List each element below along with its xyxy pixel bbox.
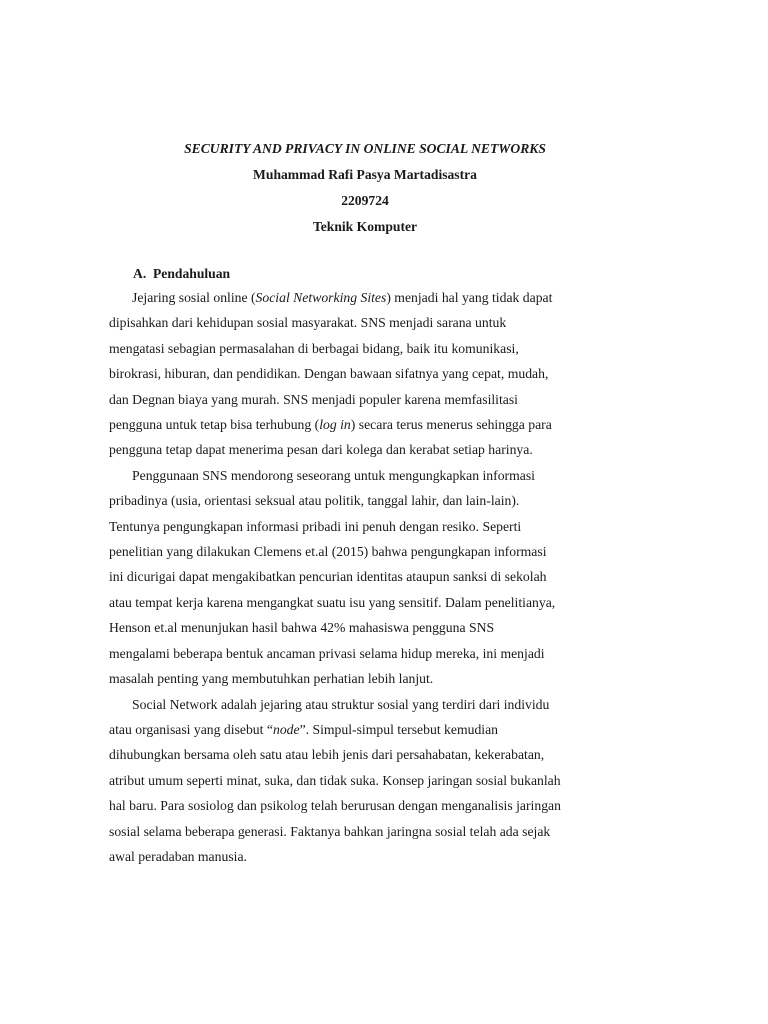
text-segment: atribut umum seperti minat, suka, dan tidak suka. Konsep jaringan sosial bukanlah <box>109 772 561 788</box>
text-segment: dan Degnan biaya yang murah. SNS menjadi populer karena memfasilitasi <box>109 391 518 407</box>
paragraph <box>109 463 639 692</box>
text-segment: pengguna tetap dapat menerima pesan dari kolega dan kerabat setiap harinya. <box>109 442 533 458</box>
text-line <box>109 692 639 717</box>
text-segment: mengatasi sebagian permasalahan di berbagai bidang, baik itu komunikasi, <box>109 340 519 356</box>
text-line <box>109 437 639 462</box>
text-line <box>109 514 639 539</box>
text-line <box>109 285 639 310</box>
text-segment: masalah penting yang membutuhkan perhatian lebih lanjut. <box>109 671 434 687</box>
text-line <box>109 844 639 869</box>
text-segment: Social Network adalah jejaring atau struktur sosial yang terdiri dari individu <box>132 696 550 712</box>
text-line <box>109 768 639 793</box>
text-line <box>109 361 639 386</box>
text-segment: hal baru. Para sosiolog dan psikolog telah berurusan dengan menganalisis jaringan <box>109 798 561 814</box>
section-title: Pendahuluan <box>153 266 231 281</box>
text-line <box>109 564 639 589</box>
text-segment: Henson et.al menunjukan hasil bahwa 42% mahasiswa pengguna SNS <box>109 620 495 636</box>
text-line <box>109 463 639 488</box>
text-line <box>109 387 639 412</box>
text-segment: Tentunya pengungkapan informasi pribadi ini penuh dengan resiko. Seperti <box>109 518 522 534</box>
paragraph <box>109 285 639 463</box>
text-segment: atau tempat kerja karena mengangkat suatu isu yang sensitif. Dalam penelitianya, <box>109 594 556 610</box>
section-heading <box>133 262 230 286</box>
text-line <box>109 336 639 361</box>
section-number: A. <box>133 266 147 281</box>
text-line <box>109 742 639 767</box>
text-line <box>109 615 639 640</box>
paragraph <box>109 692 639 870</box>
text-segment: Jejaring sosial online ( <box>132 290 256 305</box>
text-segment: ) secara terus menerus sehingga para <box>350 417 552 433</box>
text-segment: birokrasi, hiburan, dan pendidikan. Dengan bawaan sifatnya yang cepat, mudah, <box>109 366 549 382</box>
text-line <box>109 717 639 742</box>
text-line <box>109 488 639 513</box>
document-header <box>0 136 730 240</box>
text-line <box>109 539 639 564</box>
text-segment: ini dicurigai dapat mengakibatkan pencurian identitas ataupun sanksi di sekolah <box>109 569 547 585</box>
text-segment: ) menjadi hal yang tidak dapat <box>386 290 553 305</box>
author-name: Muhammad Rafi Pasya Martadisastra <box>253 167 477 182</box>
text-segment: ”. Simpul-simpul tersebut kemudian <box>299 721 499 737</box>
text-line <box>109 310 639 335</box>
text-line <box>109 819 639 844</box>
text-line <box>109 590 639 615</box>
text-segment: mengalami beberapa bentuk ancaman privasi selama hidup mereka, ini menjadi <box>109 645 545 661</box>
student-id: 2209724 <box>341 193 389 208</box>
text-segment: dipisahkan dari kehidupan sosial masyarakat. SNS menjadi sarana untuk <box>109 315 507 331</box>
document-title: SECURITY AND PRIVACY IN ONLINE SOCIAL NETWORKS <box>184 141 546 156</box>
text-segment: awal peradaban manusia. <box>109 848 247 864</box>
text-line <box>109 793 639 818</box>
text-segment: atau organisasi yang disebut “ <box>109 721 273 737</box>
text-segment: pribadinya (usia, orientasi seksual atau politik, tanggal lahir, dan lain-lain). <box>109 493 520 509</box>
document-body <box>109 285 639 869</box>
text-line <box>109 666 639 691</box>
italic-term: log in <box>319 417 351 433</box>
text-segment: penelitian yang dilakukan Clemens et.al (2015) bahwa pengungkapan informasi <box>109 544 547 560</box>
italic-term: Social Networking Sites <box>255 290 387 305</box>
text-segment: pengguna untuk tetap bisa terhubung ( <box>109 417 320 433</box>
text-segment: sosial selama beberapa generasi. Faktanya bahkan jaringna sosial telah ada sejak <box>109 823 551 839</box>
text-segment: Penggunaan SNS mendorong seseorang untuk mengungkapkan informasi <box>132 467 535 483</box>
italic-term: node <box>272 721 300 737</box>
text-line <box>109 412 639 437</box>
text-segment: dihubungkan bersama oleh satu atau lebih jenis dari persahabatan, kekerabatan, <box>109 747 545 763</box>
department: Teknik Komputer <box>312 219 418 234</box>
text-line <box>109 641 639 666</box>
